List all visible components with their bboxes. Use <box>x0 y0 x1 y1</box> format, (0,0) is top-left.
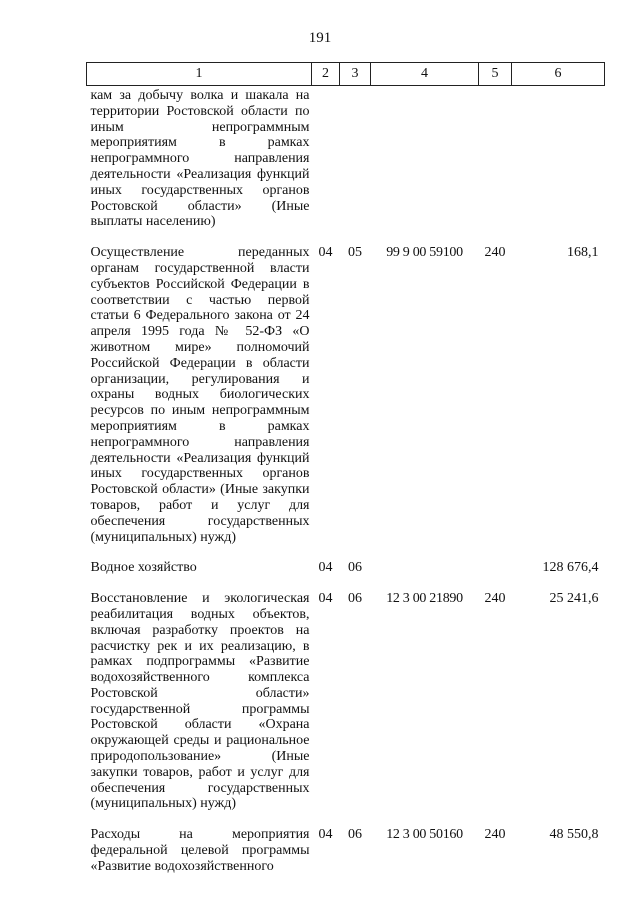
row-section: 04 <box>318 827 333 843</box>
row-amount: 168,1 <box>567 245 599 261</box>
header-col-6: 6 <box>512 63 605 86</box>
budget-table <box>86 62 605 890</box>
row-amount: 25 241,6 <box>549 591 599 607</box>
header-col-4: 4 <box>371 63 479 86</box>
row-subsection: 06 <box>348 591 362 607</box>
table-body <box>87 86 605 890</box>
table-row <box>87 245 605 560</box>
table-row <box>87 86 605 246</box>
row-expense-type: 240 <box>484 591 506 607</box>
row-target-article: 99 9 00 59100 <box>386 245 463 261</box>
row-expense-type: 240 <box>484 245 506 261</box>
table-row <box>87 827 605 889</box>
header-col-2: 2 <box>312 63 340 86</box>
row-amount <box>512 86 605 246</box>
row-subsection <box>340 86 371 246</box>
table-row <box>87 591 605 827</box>
row-description: Восстановление и экологическая реабилитация водных объектов, включая разработку проектов на расчистку рек и их реализацию, в рамках подпрограммы «Развитие водохозяйственного комплекса Ростовской области» государственной программы Ростовской области «Охрана окружающей среды и рациональное природопользование» (Иные закупки товаров, работ и услуг для обеспечения государственных (муниципальных) нужд) <box>90 591 310 812</box>
row-expense-type <box>479 86 512 246</box>
table-row <box>87 560 605 591</box>
row-subsection: 06 <box>348 560 362 576</box>
row-description: кам за добычу волка и шакала на территории Ростовской области по иным непрограммным мероприятиям в рамках непрограммного направления деятельности «Реализация функций иных государственных органов Ростовской области» (Иные выплаты населению) <box>90 88 310 230</box>
row-section: 04 <box>318 245 333 261</box>
row-description: Водное хозяйство <box>90 560 197 576</box>
row-target-article <box>371 86 479 246</box>
row-amount: 48 550,8 <box>549 827 599 843</box>
header-col-3: 3 <box>340 63 371 86</box>
row-target-article <box>371 560 479 591</box>
header-col-1: 1 <box>87 63 312 86</box>
row-description: Осуществление переданных органам государственной власти субъектов Российской Федерации в соответствии с частью первой статьи 6 Федерального закона от 24 апреля 1995 года № 52-ФЗ «О животном мире» полномочий Российской Федерации в области организации, регулирования и охраны водных биологических ресурсов по иным непрограммным мероприятиям в рамках непрограммного направления деятельности «Реализация функций иных государственных органов Ростовской области» (Иные закупки товаров, работ и услуг для обеспечения государственных (муниципальных) нужд) <box>90 245 310 545</box>
row-section: 04 <box>318 591 333 607</box>
row-section <box>312 86 340 246</box>
row-section: 04 <box>318 560 333 576</box>
row-expense-type <box>479 560 512 591</box>
table-header <box>87 63 605 86</box>
row-description: Расходы на мероприятия федеральной целевой программы «Развитие водохозяйственного <box>90 827 310 874</box>
header-row <box>87 63 605 86</box>
header-col-5: 5 <box>479 63 512 86</box>
row-target-article: 12 3 00 21890 <box>386 591 463 607</box>
row-subsection: 06 <box>348 827 362 843</box>
row-amount: 128 676,4 <box>542 560 599 576</box>
row-expense-type: 240 <box>484 827 506 843</box>
row-target-article: 12 3 00 50160 <box>386 827 463 843</box>
row-subsection: 05 <box>348 245 362 261</box>
page-number: 191 <box>308 30 332 46</box>
